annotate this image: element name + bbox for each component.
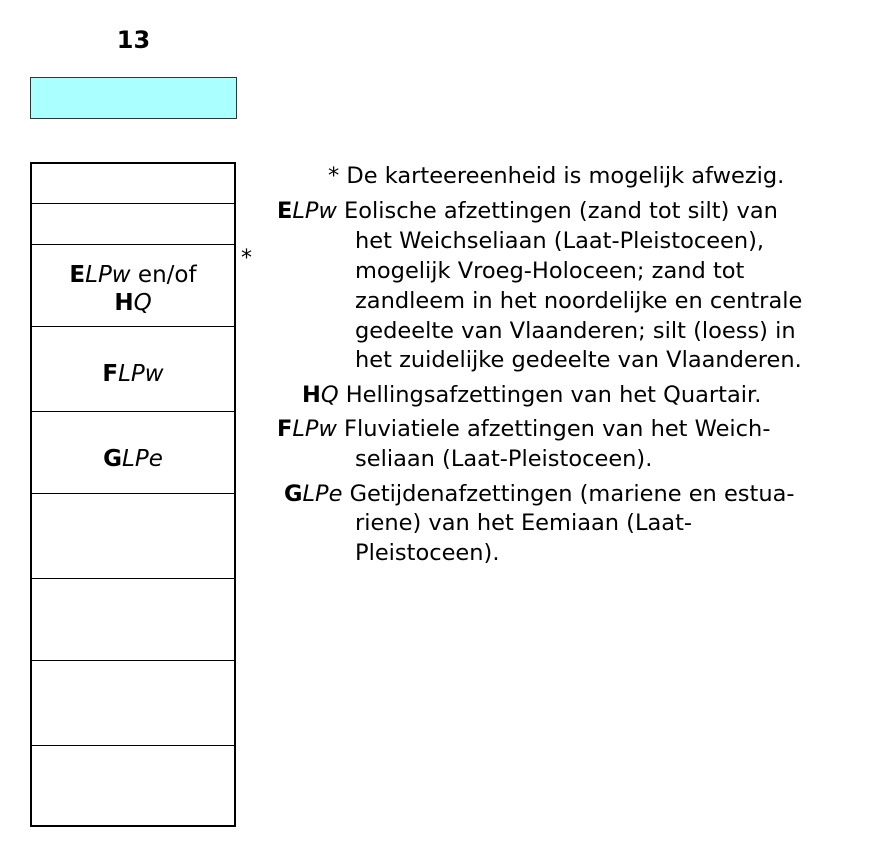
layer-boundary bbox=[32, 244, 234, 245]
layer-boundary bbox=[32, 660, 234, 661]
legend-text-line: gedeelte van Vlaanderen; silt (loess) in bbox=[355, 318, 796, 344]
legend-entry-elpw: ELPw Eolische afzettingen (zand tot silt) van bbox=[277, 198, 778, 224]
unit-color-swatch bbox=[30, 77, 237, 119]
legend-text-line: seliaan (Laat-Pleistoceen). bbox=[355, 446, 653, 472]
map-sheet-number: 13 bbox=[116, 26, 151, 54]
layer-boundary bbox=[32, 203, 234, 204]
legend-note: * De karteereenheid is mogelijk afwezig. bbox=[328, 163, 785, 189]
layer-boundary bbox=[32, 578, 234, 579]
layer-boundary bbox=[32, 326, 234, 327]
layer-label-elpw-hq: ELPw en/of HQ bbox=[69, 262, 197, 316]
layer-boundary bbox=[32, 493, 234, 494]
legend-entry-glpe: GLPe Getijdenafzettingen (mariene en estua- bbox=[284, 481, 795, 507]
legend-text-line: riene) van het Eemiaan (Laat- bbox=[355, 510, 693, 536]
legend-text-line: het zuidelijke gedeelte van Vlaanderen. bbox=[355, 347, 802, 373]
layer-label-glpe: GLPe bbox=[103, 446, 163, 472]
legend-entry-hq: HQ Hellingsafzettingen van het Quartair. bbox=[302, 382, 762, 408]
layer-label-flpw: FLPw bbox=[102, 361, 164, 387]
legend-text-line: het Weichseliaan (Laat-Pleistoceen), bbox=[355, 228, 765, 254]
layer-boundary bbox=[32, 745, 234, 746]
layer-boundary bbox=[32, 411, 234, 412]
absence-asterisk: * bbox=[241, 246, 252, 271]
stratigraphic-column bbox=[30, 162, 236, 827]
legend-text-line: Pleistoceen). bbox=[355, 540, 500, 566]
legend-text-line: mogelijk Vroeg-Holoceen; zand tot bbox=[355, 258, 745, 284]
legend-entry-flpw: FLPw Fluviatiele afzettingen van het Weich- bbox=[277, 416, 771, 442]
legend-text-line: zandleem in het noordelijke en centrale bbox=[355, 288, 803, 314]
